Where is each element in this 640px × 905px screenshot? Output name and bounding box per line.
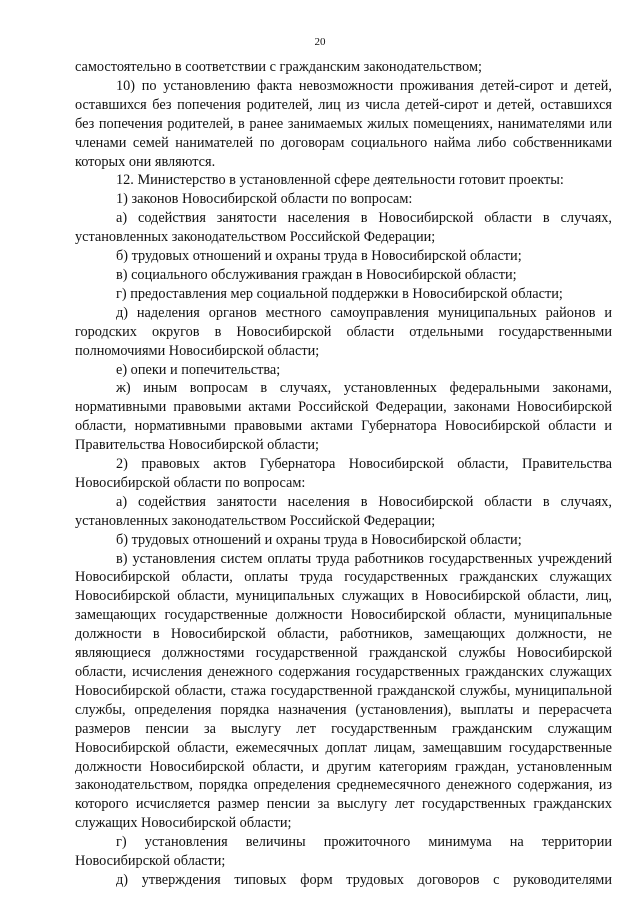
page-number: 20 bbox=[314, 36, 326, 48]
paragraph: г) предоставления мер социальной поддержки в Новосибирской области; bbox=[116, 285, 563, 302]
paragraph: г) установления величины прожиточного минимума на территории Новосибирской области; bbox=[75, 834, 612, 870]
paragraph: 2) правовых актов Губернатора Новосибирской области, Правительства Новосибирской области по вопросам: bbox=[75, 456, 612, 491]
paragraph: д) утверждения типовых форм трудовых договоров с руководителями bbox=[116, 871, 612, 888]
paragraph: самостоятельно в соответствии с гражданским законодательством; bbox=[75, 59, 482, 75]
paragraph: б) трудовых отношений и охраны труда в Новосибирской области; bbox=[116, 248, 522, 265]
paragraph: а) содействия занятости населения в Новосибирской области в случаях, установленных законодательством Российской Федерации; bbox=[75, 210, 612, 246]
document-body bbox=[75, 58, 612, 890]
paragraph: д) наделения органов местного самоуправления муниципальных районов и городских округов в Новосибирской области отдельными государственными полномочиями Новосибирской области; bbox=[75, 304, 612, 359]
paragraph: б) трудовых отношений и охраны труда в Новосибирской области; bbox=[116, 531, 522, 548]
paragraph: в) установления систем оплаты труда работников государственных учреждений Новосибирской области, оплаты труда государственных гражданских служащих Новосибирской области, муниципальных служащих в Новосибирской области, лиц, замещающих государственные должности Новосибирской области, муниципальные должности в Новосибирской области, работников, замещающих должности, не являющиеся должностями государственной гражданской службы Новосибирской области, исчисления денежного содержания государственных гражданских служащих Новосибирской области, стажа государственной гражданской службы, муниципальной службы, определения порядка назначения (установления), выплаты и перерасчета размеров пенсии за выслугу лет государственным гражданским служащим Новосибирской области, ежемесячных доплат лицам, замещавшим государственные должности Новосибирской области, и другим категориям граждан, установленным законодательством, порядка определения среднемесячного денежного содержания, из которого исчисляется размер пенсии за выслугу лет государственных гражданских служащих Новосибирской области; bbox=[75, 550, 612, 832]
paragraph: е) опеки и попечительства; bbox=[116, 361, 281, 378]
paragraph: в) социального обслуживания граждан в Новосибирской области; bbox=[116, 266, 517, 283]
paragraph: 10) по установлению факта невозможности проживания детей-сирот и детей, оставшихся без попечения родителей, лиц из числа детей-сирот и детей, оставшихся без попечения родителей, в ранее занимаемых жилых помещениях, нанимателями или членами семей нанимателей по договорам социального найма либо собственниками которых они являются. bbox=[75, 77, 612, 170]
paragraph: 1) законов Новосибирской области по вопросам: bbox=[116, 191, 413, 208]
paragraph: а) содействия занятости населения в Новосибирской области в случаях, установленных законодательством Российской Федерации; bbox=[75, 493, 612, 529]
paragraph: ж) иным вопросам в случаях, установленных федеральными законами, нормативными правовыми актами Российской Федерации, законами Новосибирской области, нормативными правовыми актами Губернатора Новосибирской области и Правительства Новосибирской области; bbox=[75, 380, 612, 454]
paragraph: 12. Министерство в установленной сфере деятельности готовит проекты: bbox=[116, 172, 564, 189]
